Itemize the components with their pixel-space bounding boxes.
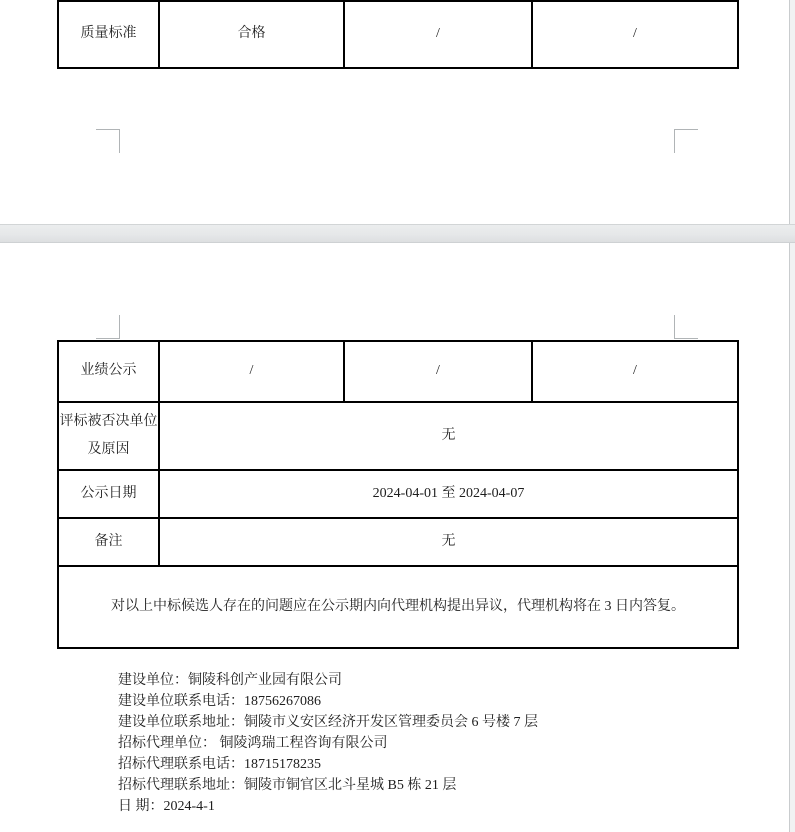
table-row (58, 1, 738, 68)
publicity-date-row (58, 470, 738, 518)
bidding-agency-address-line: 招标代理联系地址：铜陵市铜官区北斗星城 B5 栋 21 层 (118, 778, 457, 793)
page1-margin-mark-right-icon (674, 129, 698, 153)
publicity-result-table (57, 340, 739, 649)
quality-standard-value-3: / (532, 1, 738, 68)
page2-margin-mark-right-icon (674, 315, 698, 339)
remark-row (58, 518, 738, 566)
contact-info-block (118, 670, 538, 817)
disclaimer-row (58, 566, 738, 648)
rejected-bidder-label-line1: 评标被否决单位 (59, 414, 158, 429)
window-edge-strip (789, 0, 795, 832)
rejected-bidder-row (58, 402, 738, 470)
quality-standard-table (57, 0, 739, 69)
construction-unit-address-line: 建设单位联系地址：铜陵市义安区经济开发区管理委员会 6 号楼 7 层 (118, 715, 538, 730)
remark-label: 备注 (58, 518, 159, 566)
performance-value-1: / (159, 341, 344, 402)
quality-standard-value-1: 合格 (159, 1, 344, 68)
rejected-bidder-label (58, 402, 159, 470)
bidding-agency-phone-line: 招标代理联系电话：18715178235 (118, 757, 321, 772)
performance-label: 业绩公示 (58, 341, 159, 402)
construction-unit-line: 建设单位：铜陵科创产业园有限公司 (118, 673, 342, 688)
performance-row (58, 341, 738, 402)
remark-value: 无 (159, 518, 738, 566)
performance-value-2: / (344, 341, 532, 402)
page1-margin-mark-left-icon (96, 129, 120, 153)
performance-value-3: / (532, 341, 738, 402)
bidding-agency-line: 招标代理单位： 铜陵鸿瑞工程咨询有限公司 (118, 736, 388, 751)
quality-standard-value-2: / (344, 1, 532, 68)
construction-unit-phone-line: 建设单位联系电话：18756267086 (118, 694, 321, 709)
quality-standard-label: 质量标准 (58, 1, 159, 68)
rejected-bidder-value: 无 (159, 402, 738, 470)
disclaimer-text: 对以上中标候选人存在的问题应在公示期内向代理机构提出异议，代理机构将在 3 日内答复。 (58, 566, 738, 648)
page2-margin-mark-left-icon (96, 315, 120, 339)
publicity-date-value: 2024-04-01 至 2024-04-07 (159, 470, 738, 518)
page-break-gap (0, 224, 795, 243)
rejected-bidder-label-line2: 及原因 (87, 442, 130, 457)
date-line: 日 期：2024-4-1 (118, 799, 215, 814)
page-1 (0, 0, 789, 224)
publicity-date-label: 公示日期 (58, 470, 159, 518)
